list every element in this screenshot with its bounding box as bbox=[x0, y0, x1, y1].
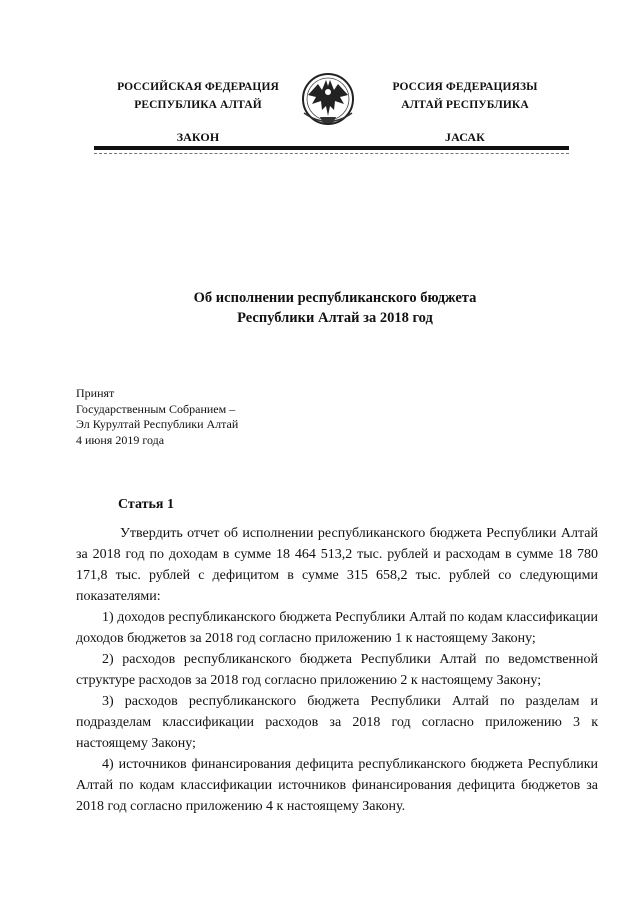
header-right-country: РОССИЯ ФЕДЕРАЦИЯЗЫ bbox=[392, 81, 538, 93]
article-item-1: 1) доходов республиканского бюджета Республики Алтай по кодам классификации доходов бюджетов за 2018 год согласно приложению 1 к настоящему Закону; bbox=[76, 610, 598, 646]
header-right-block bbox=[345, 78, 585, 146]
article-body bbox=[76, 523, 598, 817]
header-divider bbox=[94, 146, 569, 150]
header-right-law-label: JАСАК bbox=[444, 130, 485, 144]
adoption-block bbox=[76, 386, 238, 448]
header-right-republic: АЛТАЙ РЕСПУБЛИКА bbox=[401, 99, 529, 111]
header-left-block bbox=[78, 78, 318, 146]
article-heading: Статья 1 bbox=[118, 497, 174, 512]
header-left-country: РОССИЙСКАЯ ФЕДЕРАЦИЯ bbox=[117, 81, 279, 93]
header-left-republic: РЕСПУБЛИКА АЛТАЙ bbox=[134, 99, 262, 111]
article-intro: Утвердить отчет об исполнении республиканского бюджета Республики Алтай за 2018 год по доходам в сумме 18 464 513,2 тыс. рублей и расходам в сумме 18 780 171,8 тыс. рублей с дефицитом в сумме 315 658,2 тыс. рублей со следующими показателями: bbox=[76, 526, 598, 604]
adoption-date: 4 июня 2019 года bbox=[76, 432, 165, 447]
adoption-line-2: Государственным Собранием – bbox=[76, 401, 236, 416]
article-item-2: 2) расходов республиканского бюджета Республики Алтай по ведомственной структуре расходов за 2018 год согласно приложению 2 к настоящему Закону; bbox=[76, 652, 598, 688]
document-title bbox=[100, 288, 570, 328]
article-item-3: 3) расходов республиканского бюджета Республики Алтай по разделам и подразделам классификации расходов за 2018 год согласно приложению 3 к настоящему Закону; bbox=[76, 694, 598, 751]
adoption-line-1: Принят bbox=[76, 386, 115, 400]
document-title-line-2: Республики Алтай за 2018 год bbox=[237, 310, 433, 326]
header-divider-thin bbox=[94, 153, 569, 154]
article-item-4: 4) источников финансирования дефицита республиканского бюджета Республики Алтай по кодам классификации источников финансирования дефицита бюджетов за 2018 год согласно приложению 4 к настоящему Закону. bbox=[76, 757, 598, 814]
header-left-law-label: ЗАКОН bbox=[176, 130, 220, 144]
document-title-line-1: Об исполнении республиканского бюджета bbox=[193, 290, 477, 306]
adoption-line-3: Эл Курултай Республики Алтай bbox=[76, 417, 239, 431]
